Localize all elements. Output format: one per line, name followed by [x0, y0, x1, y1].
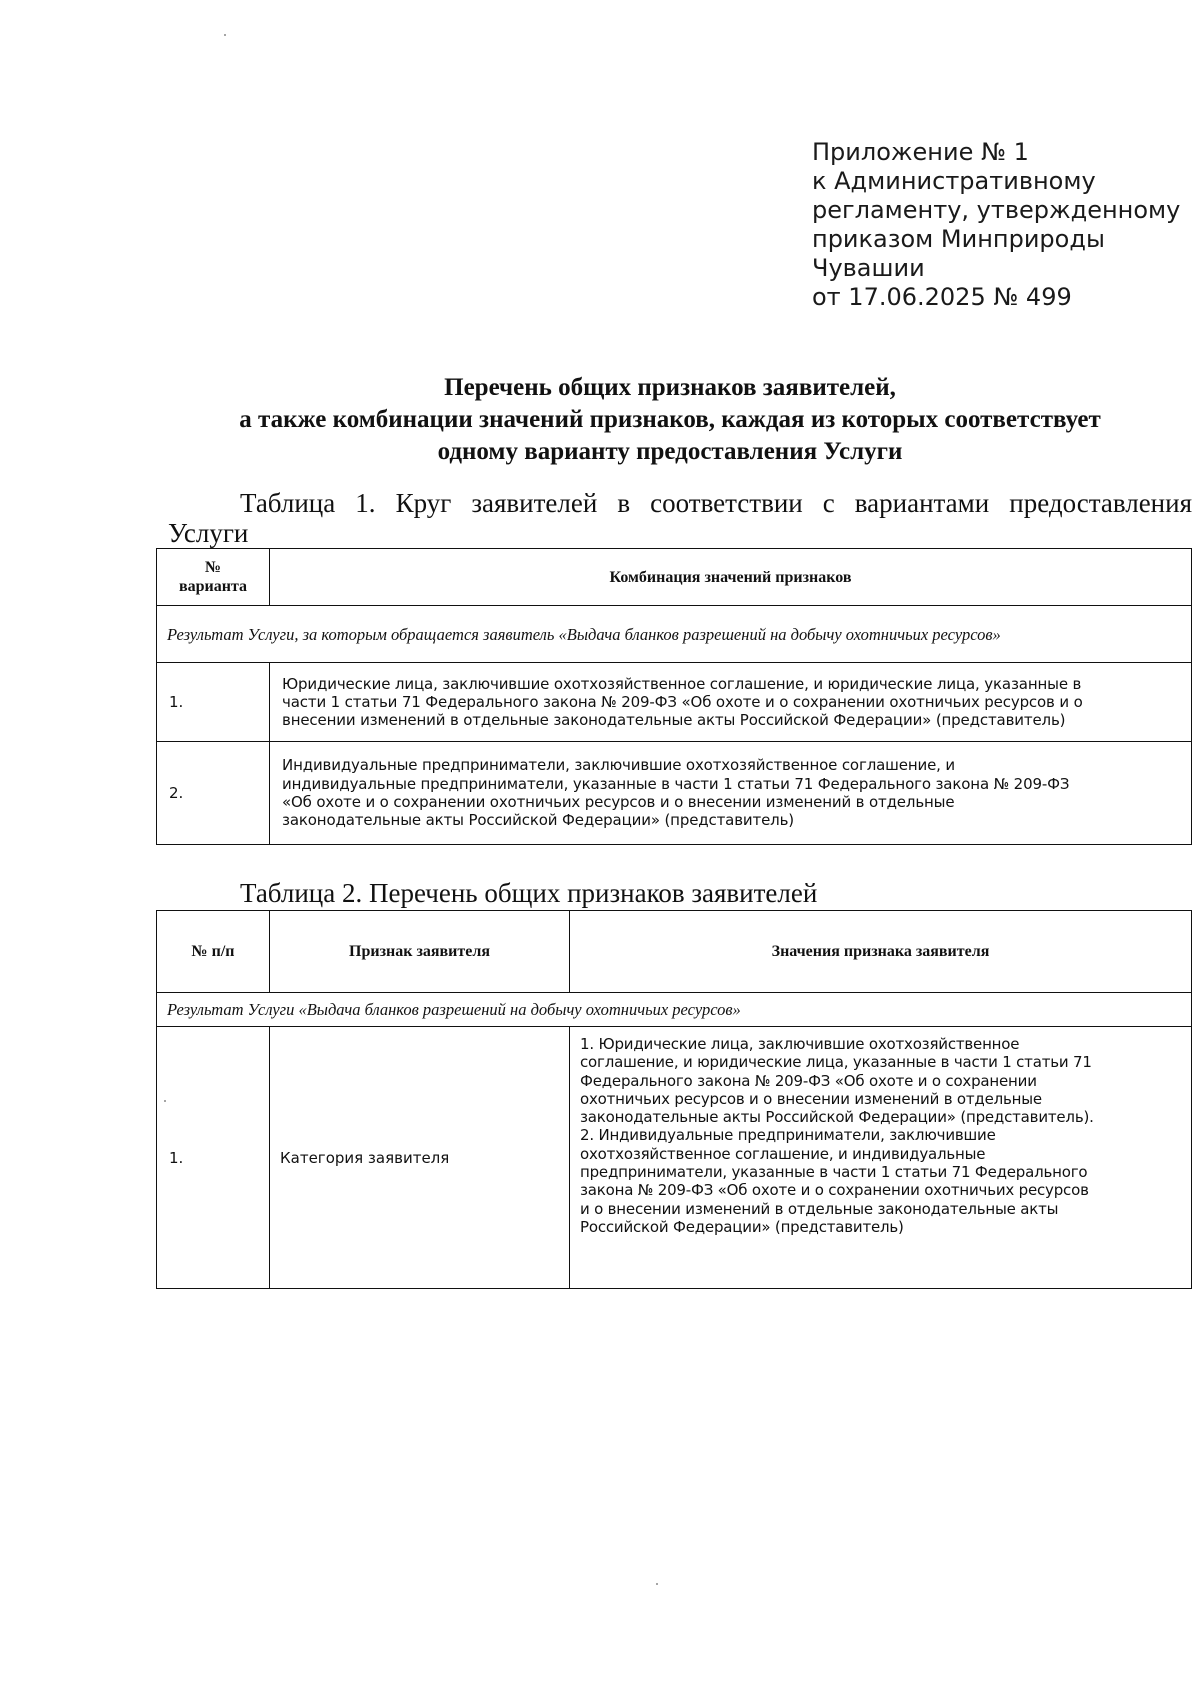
scan-speck [656, 1583, 658, 1585]
appendix-line: Приложение № 1 [812, 138, 1029, 166]
table1 [156, 548, 1192, 845]
result-cell: Результат Услуги «Выдача бланков разрешений на добычу охотничьих ресурсов» [157, 993, 1192, 1027]
row-number: 1. [157, 1027, 270, 1289]
header-cell-number: № п/п [157, 911, 270, 993]
row-number: 1. [157, 663, 270, 742]
appendix-line: Чувашии [812, 254, 925, 282]
appendix-line: приказом Минприроды [812, 225, 1105, 253]
table-result-row [157, 606, 1192, 663]
appendix-line: от 17.06.2025 № 499 [812, 283, 1072, 311]
result-cell: Результат Услуги, за которым обращается заявитель «Выдача бланков разрешений на добычу охотничьих ресурсов» [157, 606, 1192, 663]
appendix-line: к Административному [812, 167, 1096, 195]
table-row [157, 742, 1192, 845]
header-cell-combination: Комбинация значений признаков [270, 549, 1192, 606]
table2-caption: Таблица 2. Перечень общих признаков заявителей [240, 878, 818, 908]
table-header-row [157, 911, 1192, 993]
scan-speck [164, 1100, 166, 1102]
row-text: Юридические лица, заключившие охотхозяйственное соглашение, и юридические лица, указанные в части 1 статьи 71 Федерального закона № 209-ФЗ «Об охоте и о сохранении охотничьих ресурсов и о внесении изменений в отдельные законодательные акты Российской Федерации» (представитель) [270, 663, 1192, 742]
appendix-block [812, 138, 1192, 312]
document-title [150, 372, 1190, 468]
header-cell-values: Значения признака заявителя [570, 911, 1192, 993]
scan-speck [224, 34, 226, 36]
table-row [157, 663, 1192, 742]
appendix-line: регламенту, утвержденному [812, 196, 1181, 224]
table2 [156, 910, 1192, 1289]
table1-caption [168, 488, 1192, 548]
table-row [157, 1027, 1192, 1289]
header-cell-variant-number: № варианта [157, 549, 270, 606]
table1-caption-line: Таблица 1. Круг заявителей в соответствии с вариантами предоставления [240, 488, 1192, 518]
title-line: одному варианту предоставления Услуги [437, 438, 903, 465]
row-number: 2. [157, 742, 270, 845]
title-line: а также комбинации значений признаков, каждая из которых соответствует [239, 406, 1101, 433]
header-cell-sign: Признак заявителя [270, 911, 570, 993]
row-sign: Категория заявителя [270, 1027, 570, 1289]
table-header-row [157, 549, 1192, 606]
table-result-row [157, 993, 1192, 1027]
title-line: Перечень общих признаков заявителей, [444, 374, 896, 401]
row-values: 1. Юридические лица, заключившие охотхозяйственное соглашение, и юридические лица, указанные в части 1 статьи 71 Федерального закона № 209-ФЗ «Об охоте и о сохранении охотничьих ресурсов и о внесении изменений в отдельные законодательные акты Российской Федерации» (представитель). 2. Индивидуальные предприниматели, заключившие охотхозяйственное соглашение, и индивидуальные предприниматели, указанные в части 1 статьи 71 Федерального закона № 209-ФЗ «Об охоте и о сохранении охотничьих ресурсов и о внесении изменений в отдельные законодательные акты Российской Федерации» (представитель) [570, 1027, 1192, 1289]
row-text: Индивидуальные предприниматели, заключившие охотхозяйственное соглашение, и индивидуальные предприниматели, указанные в части 1 статьи 71 Федерального закона № 209-ФЗ «Об охоте и о сохранении охотничьих ресурсов и о внесении изменений в отдельные законодательные акты Российской Федерации» (представитель) [270, 742, 1192, 845]
table1-caption-line: Услуги [168, 518, 249, 548]
